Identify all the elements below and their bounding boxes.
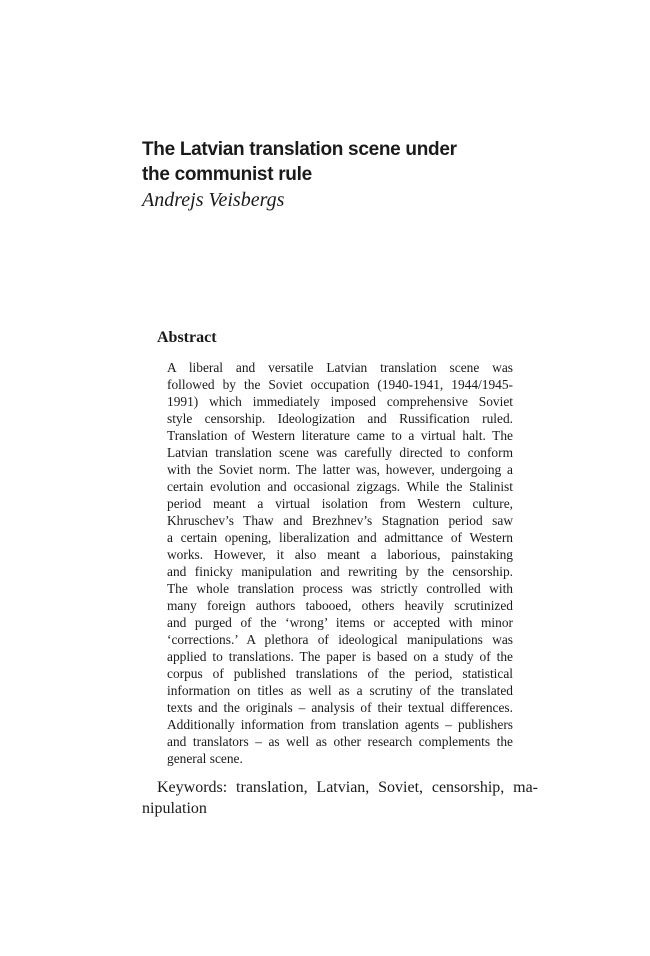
abstract-line: Khruschev’s Thaw and Brezhnev’s Stagnation period saw xyxy=(167,513,513,528)
abstract-line: The whole translation process was strictly controlled with xyxy=(167,581,513,596)
abstract-line: and finicky manipulation and rewriting by the censorship. xyxy=(167,564,513,579)
title-line: the communist rule xyxy=(142,164,312,185)
keywords xyxy=(142,777,538,819)
abstract-body xyxy=(167,359,513,767)
abstract-line: period meant a virtual isolation from Western culture, xyxy=(167,496,513,511)
abstract-line: A liberal and versatile Latvian translation scene was xyxy=(167,360,513,375)
title-line: The Latvian translation scene under xyxy=(142,139,457,160)
abstract-heading: Abstract xyxy=(157,329,217,346)
abstract-line: 1991) which immediately imposed comprehensive Soviet xyxy=(167,394,513,409)
abstract-line: ‘corrections.’ A plethora of ideological manipulations was xyxy=(167,632,513,647)
abstract-line: Latvian translation scene was carefully directed to conform xyxy=(167,445,513,460)
abstract-line: and translators – as well as other research complements the xyxy=(167,734,513,749)
abstract-line: Translation of Western literature came to a virtual halt. The xyxy=(167,428,513,443)
abstract-line: texts and the originals – analysis of their textual differences. xyxy=(167,700,513,715)
abstract-line: Additionally information from translation agents – publishers xyxy=(167,717,513,732)
abstract-line: followed by the Soviet occupation (1940-1941, 1944/1945- xyxy=(167,377,513,392)
article-title xyxy=(142,137,542,187)
abstract-line: works. However, it also meant a laborious, painstaking xyxy=(167,547,513,562)
abstract-line: many foreign authors tabooed, others heavily scrutinized xyxy=(167,598,513,613)
abstract-line: corpus of published translations of the period, statistical xyxy=(167,666,513,681)
keywords-line: nipulation xyxy=(142,800,207,817)
abstract-line: general scene. xyxy=(167,751,243,766)
abstract-line: style censorship. Ideologization and Russification ruled. xyxy=(167,411,513,426)
abstract-line: and purged of the ‘wrong’ items or accepted with minor xyxy=(167,615,513,630)
abstract-line: information on titles as well as a scrutiny of the translated xyxy=(167,683,513,698)
abstract-line: with the Soviet norm. The latter was, however, undergoing a xyxy=(167,462,513,477)
abstract-line: applied to translations. The paper is based on a study of the xyxy=(167,649,513,664)
keywords-line: Keywords: translation, Latvian, Soviet, censorship, ma- xyxy=(157,779,538,796)
abstract-line: a certain opening, liberalization and admittance of Western xyxy=(167,530,513,545)
author-name: Andrejs Veisbergs xyxy=(142,189,285,211)
abstract-line: certain evolution and occasional zigzags. While the Stalinist xyxy=(167,479,513,494)
